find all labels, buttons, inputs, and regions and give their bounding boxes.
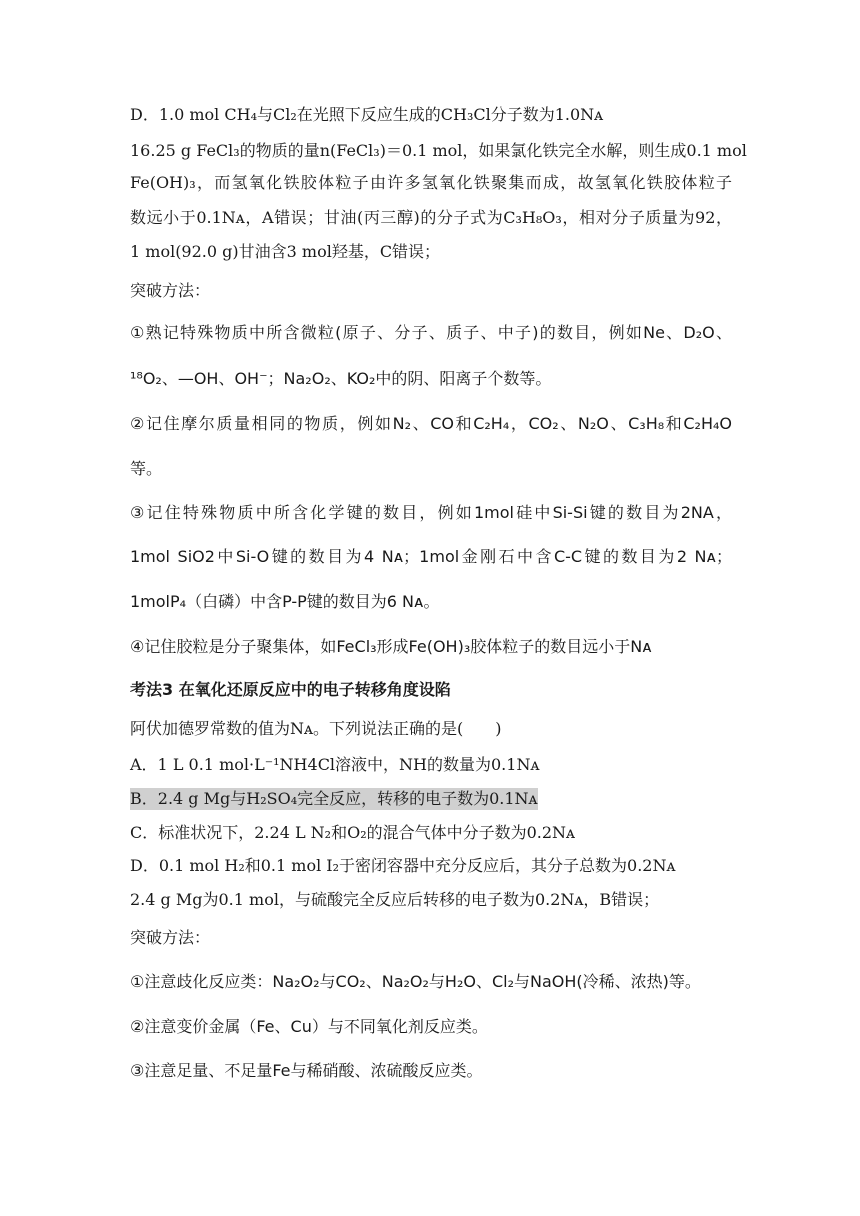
option-d: D．0.1 mol H₂和0.1 mol I₂于密闭容器中充分反应后，其分子总数为0.2Nᴀ: [130, 856, 676, 875]
option-a: A．1 L 0.1 mol·L⁻¹NH4Cl溶液中，NH的数量为0.1Nᴀ: [130, 755, 540, 774]
method-2-line-1: ②记住摩尔质量相同的物质，例如N₂、CO和C₂H₄，CO₂、N₂O、C₃H₈和C₂H₄O: [130, 414, 732, 433]
method-heading-2: 突破方法：: [130, 928, 211, 947]
option-b-highlighted: B．2.4 g Mg与H₂SO₄完全反应，转移的电子数为0.1Nᴀ: [130, 789, 538, 808]
method-heading-1: 突破方法：: [130, 281, 211, 300]
method-3-line-3: 1molP₄（白磷）中含P-P键的数目为6 Nᴀ。: [130, 592, 440, 611]
answer-explanation: 2.4 g Mg为0.1 mol，与硫酸完全反应后转移的电子数为0.2Nᴀ，B错误；: [130, 890, 660, 909]
method-3-line-2: 1mol SiO2中Si-O键的数目为4 Nᴀ；1mol金刚石中含C-C键的数目为2 Nᴀ；: [130, 547, 732, 566]
explanation-line-2: Fe(OH)₃，而氢氧化铁胶体粒子由许多氢氧化铁聚集而成，故氢氧化铁胶体粒子: [130, 173, 732, 192]
explanation-line-3: 数远小于0.1Nᴀ，A错误；甘油(丙三醇)的分子式为C₃H₈O₃，相对分子质量为92，: [130, 208, 732, 227]
question-stem: 阿伏加德罗常数的值为Nᴀ。下列说法正确的是( ): [130, 719, 502, 738]
method-1-line-1: ①熟记特殊物质中所含微粒(原子、分子、质子、中子)的数目，例如Ne、D₂O、: [130, 323, 732, 342]
method-1-line-2: ¹⁸O₂、—OH、OH⁻；Na₂O₂、KO₂中的阴、阳离子个数等。: [130, 369, 552, 388]
explanation-line-4: 1 mol(92.0 g)甘油含3 mol羟基，C错误；: [130, 242, 441, 261]
explanation-line-1: 16.25 g FeCl₃的物质的量n(FeCl₃)＝0.1 mol，如果氯化铁完全水解，则生成0.1 mol: [130, 141, 747, 160]
method-2-line-2: 等。: [130, 459, 163, 478]
tip-2: ②注意变价金属（Fe、Cu）与不同氧化剂反应类。: [130, 1017, 488, 1036]
tip-3: ③注意足量、不足量Fe与稀硝酸、浓硫酸反应类。: [130, 1061, 483, 1080]
section-heading-kaofa3: 考法3 在氧化还原反应中的电子转移角度设陷: [130, 680, 451, 699]
method-4-line: ④记住胶粒是分子聚集体，如FeCl₃形成Fe(OH)₃胶体粒子的数目远小于Nᴀ: [130, 637, 652, 656]
method-3-line-1: ③记住特殊物质中所含化学键的数目，例如1mol硅中Si-Si键的数目为2NA，: [130, 503, 732, 522]
tip-1: ①注意歧化反应类：Na₂O₂与CO₂、Na₂O₂与H₂O、Cl₂与NaOH(冷稀、浓热)等。: [130, 972, 701, 991]
option-c: C．标准状况下，2.24 L N₂和O₂的混合气体中分子数为0.2Nᴀ: [130, 823, 576, 842]
option-d-line: D．1.0 mol CH₄与Cl₂在光照下反应生成的CH₃Cl分子数为1.0Nᴀ: [130, 105, 604, 124]
